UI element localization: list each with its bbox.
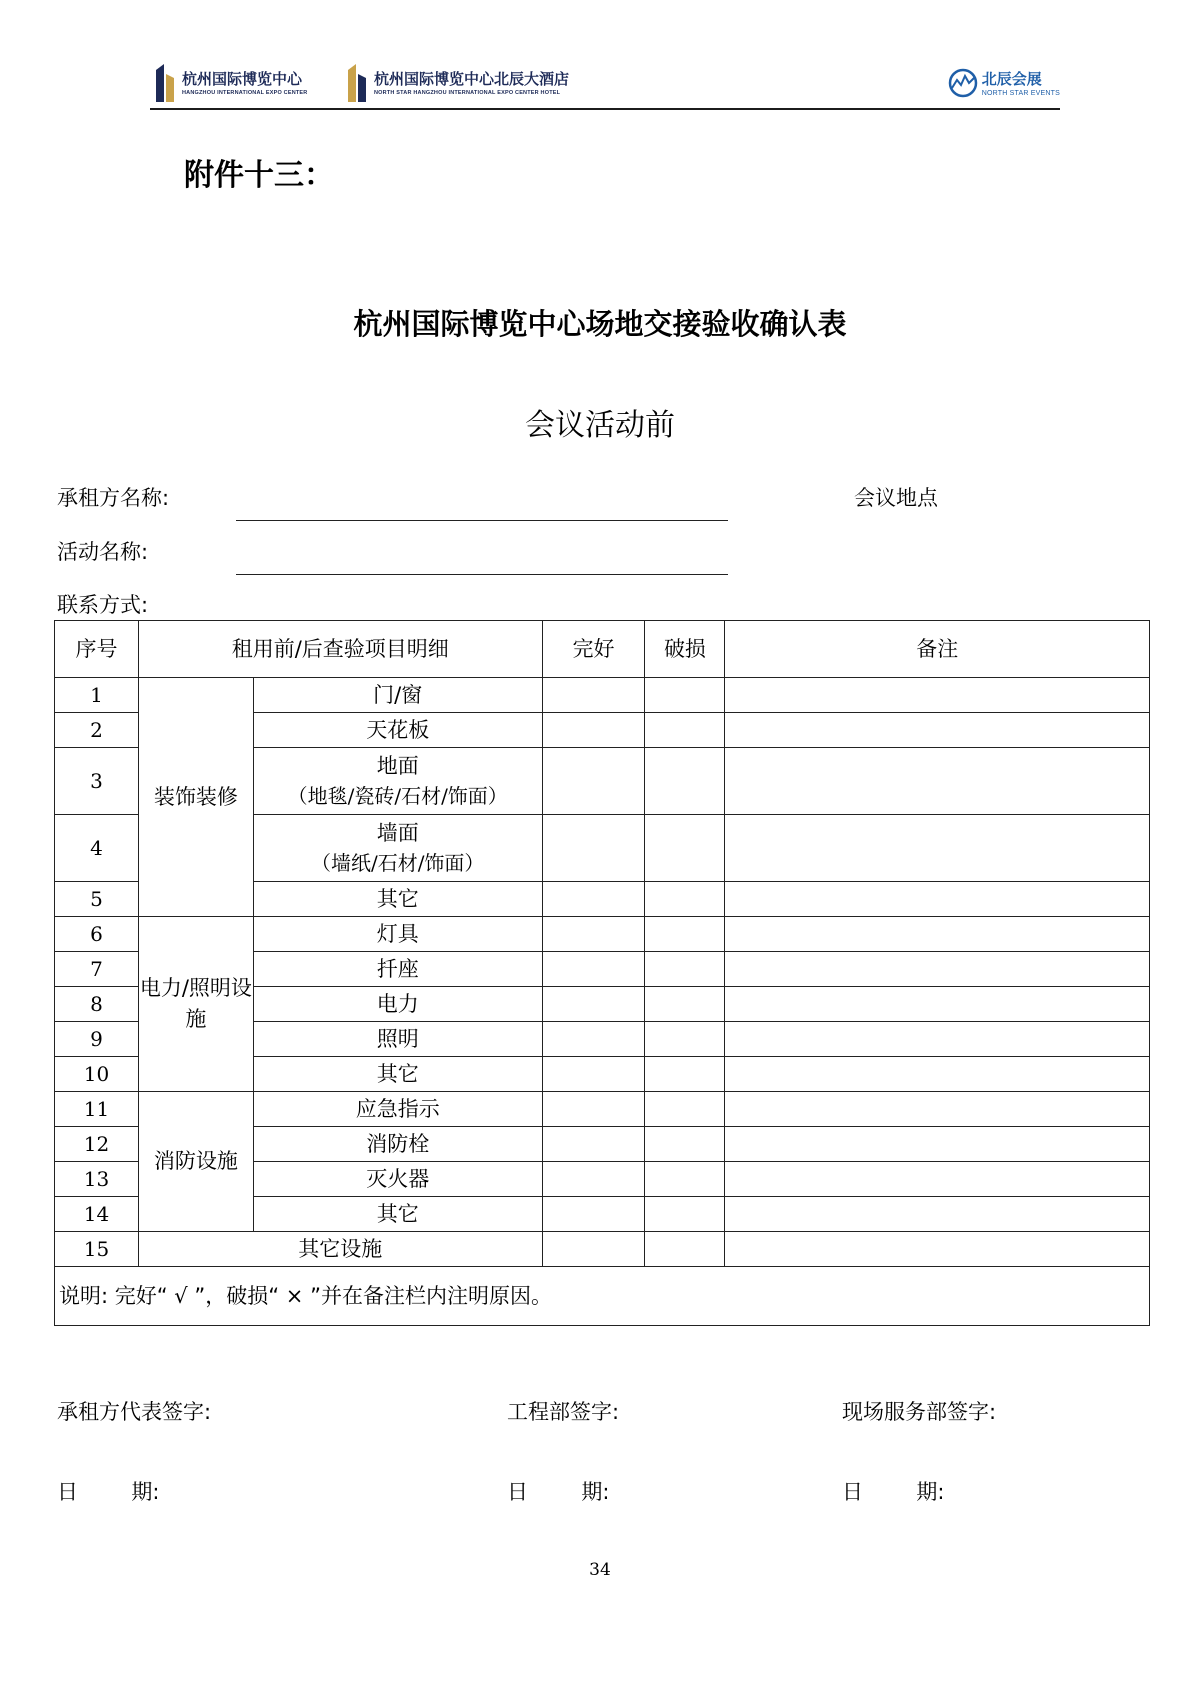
row-item: 天花板: [253, 713, 542, 748]
row-number: 2: [55, 713, 139, 748]
row-item-main: 墙面: [376, 821, 419, 845]
row-number: 11: [55, 1092, 139, 1127]
good-cell[interactable]: [542, 1057, 645, 1092]
row-item: [253, 748, 542, 815]
row-item: 门/窗: [253, 678, 542, 713]
damaged-cell[interactable]: [645, 952, 725, 987]
table-row: [55, 1092, 1150, 1127]
remarks-cell[interactable]: [725, 678, 1150, 713]
logo3-en: NORTH STAR EVENTS: [981, 89, 1060, 97]
header-divider: [150, 108, 1060, 110]
remarks-cell[interactable]: [725, 713, 1150, 748]
good-cell[interactable]: [542, 1092, 645, 1127]
good-cell[interactable]: [542, 815, 645, 882]
row-number: 10: [55, 1057, 139, 1092]
header-damaged: 破损: [645, 621, 725, 678]
good-cell[interactable]: [542, 882, 645, 917]
remarks-cell[interactable]: [725, 952, 1150, 987]
document-subtitle: 会议活动前: [525, 408, 675, 443]
remarks-cell[interactable]: [725, 1127, 1150, 1162]
damaged-cell[interactable]: [645, 987, 725, 1022]
remarks-cell[interactable]: [725, 1197, 1150, 1232]
good-cell[interactable]: [542, 678, 645, 713]
remarks-cell[interactable]: [725, 1092, 1150, 1127]
hangzhou-expo-logo: [154, 64, 307, 102]
damaged-cell[interactable]: [645, 882, 725, 917]
category-fire: 消防设施: [138, 1092, 253, 1232]
inspection-table: [54, 620, 1150, 1326]
row-number: 4: [55, 815, 139, 882]
logo2-en: NORTH STAR HANGZHOU INTERNATIONAL EXPO CENTER HOTEL: [374, 90, 561, 96]
remarks-cell[interactable]: [725, 1057, 1150, 1092]
row-item: 其它: [253, 882, 542, 917]
onsite-date-label: 日 期:: [842, 1480, 945, 1504]
good-cell[interactable]: [542, 917, 645, 952]
row-number: 8: [55, 987, 139, 1022]
row-item: 其它: [253, 1057, 542, 1092]
row-item: 应急指示: [253, 1092, 542, 1127]
good-cell[interactable]: [542, 1162, 645, 1197]
damaged-cell[interactable]: [645, 1022, 725, 1057]
damaged-cell[interactable]: [645, 1162, 725, 1197]
good-cell[interactable]: [542, 1232, 645, 1267]
tenant-date-label: 日 期:: [57, 1480, 160, 1504]
good-cell[interactable]: [542, 1022, 645, 1057]
row-item-detail: （地毯/瓷砖/石材/饰面）: [287, 784, 508, 808]
good-cell[interactable]: [542, 1197, 645, 1232]
north-star-events-logo-icon: [948, 68, 978, 98]
category-power: 电力/照明设施: [138, 917, 253, 1092]
table-header-row: [55, 621, 1150, 678]
remarks-cell[interactable]: [725, 815, 1150, 882]
row-item: 照明: [253, 1022, 542, 1057]
remarks-cell[interactable]: [725, 987, 1150, 1022]
row-item-main: 地面: [376, 754, 419, 778]
good-cell[interactable]: [542, 748, 645, 815]
damaged-cell[interactable]: [645, 713, 725, 748]
good-cell[interactable]: [542, 713, 645, 748]
contact-label: 联系方式:: [57, 593, 149, 617]
row-item: 其它: [253, 1197, 542, 1232]
table-row: [55, 917, 1150, 952]
attachment-label: 附件十三：: [184, 158, 334, 193]
damaged-cell[interactable]: [645, 1232, 725, 1267]
remarks-cell[interactable]: [725, 748, 1150, 815]
expo-hotel-logo-icon: [346, 64, 368, 102]
tenant-signature-label: 承租方代表签字:: [57, 1400, 212, 1424]
row-number: 6: [55, 917, 139, 952]
damaged-cell[interactable]: [645, 917, 725, 952]
tenant-name-label: 承租方名称:: [57, 486, 170, 510]
good-cell[interactable]: [542, 952, 645, 987]
table-note: 说明: 完好“ √ ”，破损“ × ”并在备注栏内注明原因。: [55, 1267, 1150, 1326]
row-item-detail: （墙纸/石材/饰面）: [310, 851, 485, 875]
venue-label: 会议地点: [854, 486, 938, 510]
expo-center-logo-icon: [154, 64, 176, 102]
table-row: [55, 678, 1150, 713]
north-star-events-logo: [948, 68, 1060, 98]
engineering-date-label: 日 期:: [507, 1480, 610, 1504]
row-number: 1: [55, 678, 139, 713]
row-item: 电力: [253, 987, 542, 1022]
logo2-cn: 杭州国际博览中心北辰大酒店: [374, 70, 570, 88]
letterhead: [150, 60, 1060, 108]
damaged-cell[interactable]: [645, 1092, 725, 1127]
event-name-label: 活动名称:: [57, 540, 149, 564]
good-cell[interactable]: [542, 1127, 645, 1162]
row-item: 其它设施: [138, 1232, 542, 1267]
row-number: 14: [55, 1197, 139, 1232]
remarks-cell[interactable]: [725, 917, 1150, 952]
row-number: 3: [55, 748, 139, 815]
document-title: 杭州国际博览中心场地交接验收确认表: [353, 307, 847, 341]
row-item: [253, 815, 542, 882]
engineering-signature-label: 工程部签字:: [507, 1400, 620, 1424]
row-item: 灯具: [253, 917, 542, 952]
table-note-row: [55, 1267, 1150, 1326]
remarks-cell[interactable]: [725, 882, 1150, 917]
remarks-cell[interactable]: [725, 1232, 1150, 1267]
row-number: 5: [55, 882, 139, 917]
header-no: 序号: [55, 621, 139, 678]
damaged-cell[interactable]: [645, 1057, 725, 1092]
damaged-cell[interactable]: [645, 678, 725, 713]
damaged-cell[interactable]: [645, 1127, 725, 1162]
page-number: 34: [589, 1560, 611, 1580]
row-item: 灭火器: [253, 1162, 542, 1197]
table-row: [55, 1232, 1150, 1267]
logo1-cn: 杭州国际博览中心: [182, 70, 303, 88]
good-cell[interactable]: [542, 987, 645, 1022]
onsite-signature-label: 现场服务部签字:: [842, 1400, 997, 1424]
header-remarks: 备注: [725, 621, 1150, 678]
tenant-name-field[interactable]: [236, 520, 728, 521]
header-good: 完好: [542, 621, 645, 678]
remarks-cell[interactable]: [725, 1162, 1150, 1197]
row-number: 13: [55, 1162, 139, 1197]
remarks-cell[interactable]: [725, 1022, 1150, 1057]
damaged-cell[interactable]: [645, 748, 725, 815]
expo-hotel-logo: [346, 64, 569, 102]
row-item: 扦座: [253, 952, 542, 987]
damaged-cell[interactable]: [645, 1197, 725, 1232]
category-decoration: 装饰装修: [138, 678, 253, 917]
header-item: 租用前/后查验项目明细: [138, 621, 542, 678]
row-item: 消防栓: [253, 1127, 542, 1162]
row-number: 7: [55, 952, 139, 987]
row-number: 9: [55, 1022, 139, 1057]
logo1-en: HANGZHOU INTERNATIONAL EXPO CENTER: [182, 90, 308, 96]
row-number: 15: [55, 1232, 139, 1267]
logo3-cn: 北辰会展: [981, 69, 1042, 88]
row-number: 12: [55, 1127, 139, 1162]
event-name-field[interactable]: [236, 574, 728, 575]
damaged-cell[interactable]: [645, 815, 725, 882]
